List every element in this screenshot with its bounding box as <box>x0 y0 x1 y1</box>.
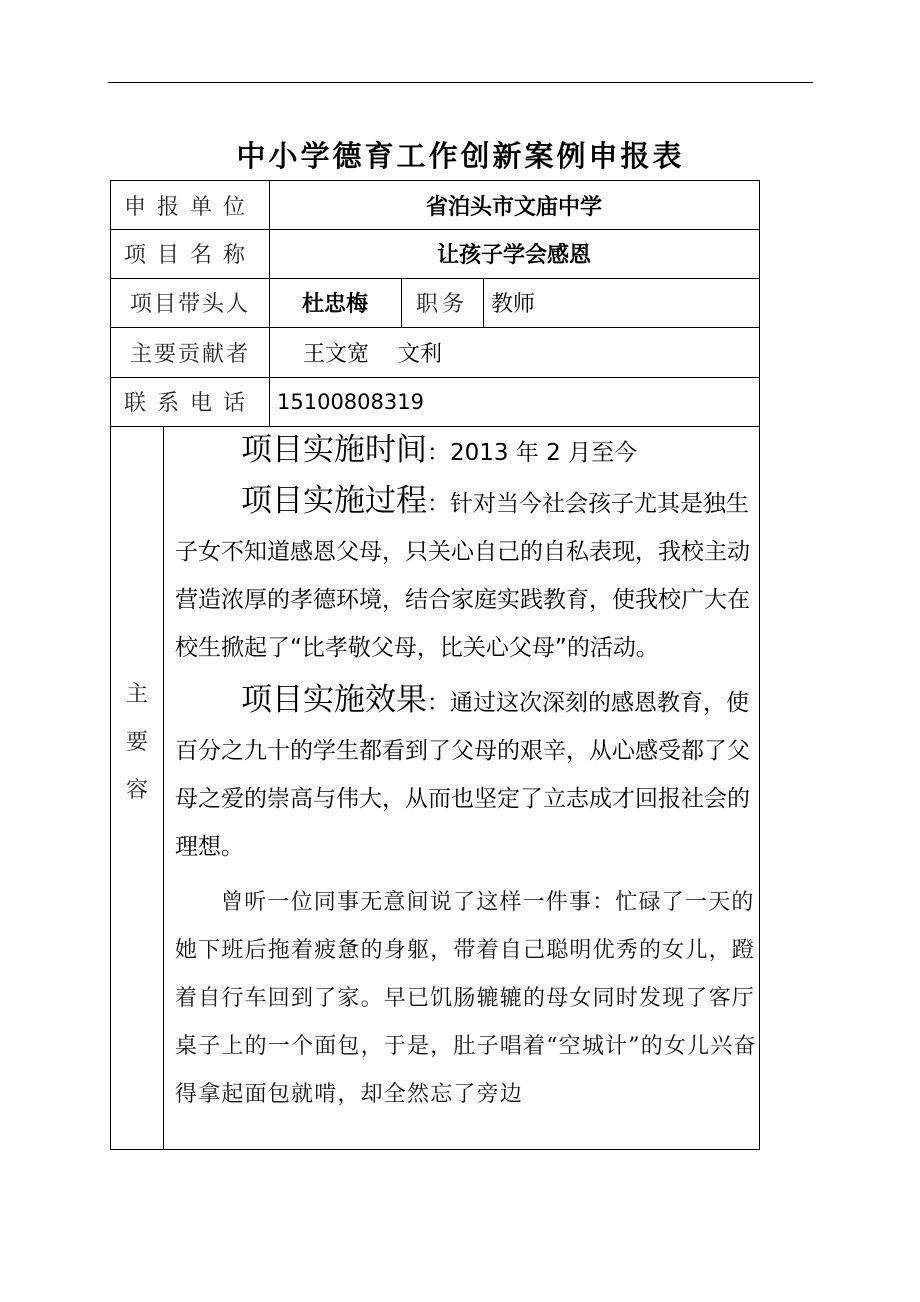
project-label: 项目名称 <box>123 243 256 268</box>
content-label-char: 主 <box>125 682 148 707</box>
implementation-process <box>175 477 759 672</box>
position-label: 职务 <box>415 292 468 317</box>
content-label-char: 要 <box>125 730 148 755</box>
leader-label: 项目带头人 <box>129 292 250 317</box>
implementation-time <box>175 426 759 477</box>
leader-value: 杜忠梅 <box>301 292 368 317</box>
main-content <box>175 426 759 1119</box>
position-value: 教师 <box>491 292 536 317</box>
process-heading: 项目实施过程 <box>241 483 427 519</box>
cell-divider <box>483 278 484 327</box>
phone-value: 15100808319 <box>277 389 424 414</box>
effect-text: ：通过这次深刻的感恩教育，使百分之九十的学生都看到了父母的艰辛，从心感受都了父母之爱的崇高与伟大，从而也坚定了立志成才回报社会的理想。 <box>175 690 750 860</box>
application-form <box>110 180 760 1150</box>
process-text: ：针对当今社会孩子尤其是独生子女不知道感恩父母，只关心自己的自私表现，我校主动营造浓厚的孝德环境，结合家庭实践教育，使我校广大在校生掀起了“比孝敬父母，比关心父母”的活动。 <box>175 491 750 661</box>
page-title: 中小学德育工作创新案例申报表 <box>236 139 685 173</box>
unit-value: 省泊头市文庙中学 <box>425 194 602 220</box>
content-section-label <box>111 671 163 815</box>
content-column-divider <box>163 426 164 1150</box>
time-text: ：2013 年 2 月至今 <box>427 440 638 466</box>
phone-label: 联系电话 <box>123 391 256 416</box>
narrative-paragraph: 曾听一位同事无意间说了这样一件事：忙碌了一天的她下班后拖着疲惫的身躯，带着自己聪明优秀的女儿，蹬着自行车回到了家。早已饥肠辘辘的母女同时发现了客厅桌子上的一个面包，于是，肚子唱着“空城计”的女儿兴奋得拿起面包就啃，却全然忘了旁边 <box>175 890 757 1107</box>
implementation-effect <box>175 676 759 871</box>
content-label-char: 容 <box>125 778 148 803</box>
contributors-value: 王文宽 文利 <box>303 341 442 367</box>
project-value: 让孩子学会感恩 <box>436 243 591 268</box>
time-heading: 项目实施时间 <box>241 432 427 468</box>
effect-heading: 项目实施效果 <box>241 682 427 718</box>
unit-label: 申报单位 <box>123 194 256 220</box>
header-rule <box>108 82 813 83</box>
contributors-label: 主要贡献者 <box>129 341 250 367</box>
